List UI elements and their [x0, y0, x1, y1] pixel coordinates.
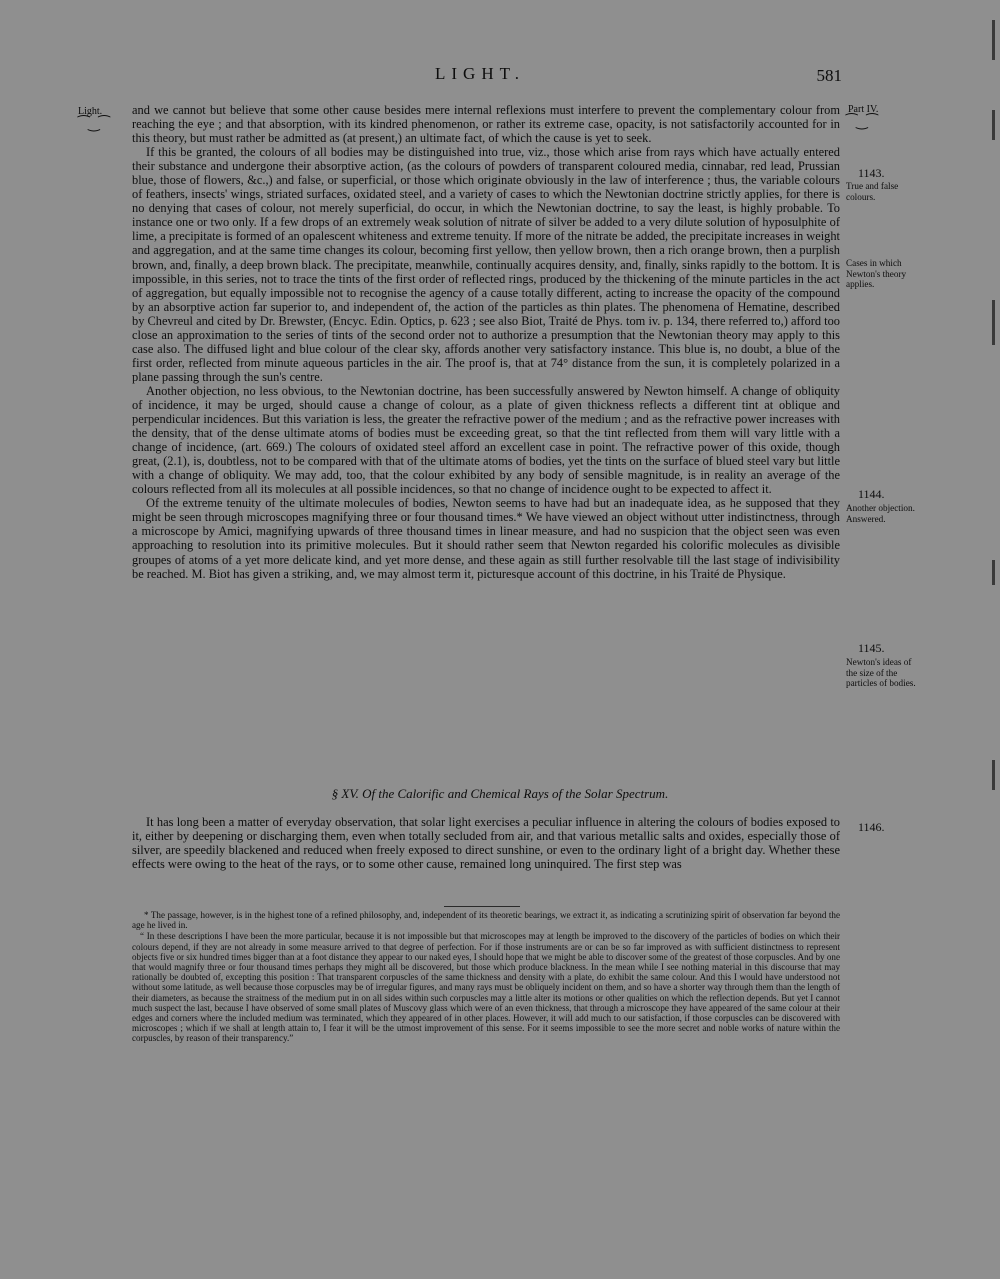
- page-number: 581: [816, 66, 842, 85]
- part-label: Part IV.: [848, 104, 879, 115]
- article-number-1143: 1143.: [858, 166, 885, 180]
- main-text-lower: [132, 815, 840, 871]
- side-note-true-false: True and false colours.: [846, 181, 899, 202]
- running-head-title: LIGHT.: [435, 64, 525, 83]
- article-number-1144: 1144.: [858, 487, 885, 501]
- left-swash-ornament: ⁀‿⁀: [78, 117, 109, 132]
- left-margin-label: Light.: [78, 106, 103, 117]
- article-number-1145: 1145.: [858, 641, 885, 655]
- article-number-1146: 1146.: [858, 820, 885, 834]
- footnote-rule: [444, 906, 520, 907]
- paragraph-2: If this be granted, the colours of all bodies may be distinguished into true, viz., those which arise from rays which have actually entered their substance and undergone their absorptive action, (as the colours of powders of transparent coloured media, cinnabar, red lead, Prussian blue, those of flowers, &c.,) and false, or superficial, or those which originate obviously in the law of interference ; thus, the variable colours of feathers, insects' wings, striated surfaces, oxidated steel, and a variety of cases to which the Newtonian doctrine strictly applies, for there is no denying that cases of colour, not merely superficial, do occur, in which the Newtonian doctrine, to say the least, is highly probable. To instance one or two only. If a few drops of an extremely weak solution of nitrate of silver be added to a very dilute solution of hyposulphite of lime, a precipitate is formed of an opalescent whiteness and extreme tenuity. If more of the nitrate be added, the precipitate increases in weight and aggregation, and at the same time changes its colour, becoming first yellow, then yellow brown, then a rich orange brown, then a purplish brown, and, finally, a deep brown black. The precipitate, meanwhile, continually acquires density, and, finally, sinks rapidly to the bottom. It is impossible, in this series, not to trace the tints of the first order of reflected rings, produced by the thickening of the minute particles in the act of aggregation, but equally impossible not to recognise the agency of a cause totally different, acting to increase the opacity of the compound by an absorptive action far superior to, and independent of, the action of the particles as thin plates. The phenomena of Hematine, described by Chevreul and cited by Dr. Brewster, (Encyc. Edin. Optics, p. 623 ; see also Biot, Traité de Phys. tom iv. p. 134, there referred to,) afford too close an approximation to the series of tints of the second order not to authorize a presumption that the Newtonian theory may apply to this case also. The diffused light and blue colour of the clear sky, affords another very satisfactory instance. This blue is, no doubt, a blue of the first order, reflected from minute aqueous particles in the air. The proof is, that at 74° distance from the sun, it is completely polarized in a plane passing through the sun's centre.: [132, 145, 840, 384]
- footnotes: [132, 910, 840, 1045]
- footnote-quotation: “ In these descriptions I have been the more particular, because it is not impossible but that microscopes may at length be improved to the discovery of the particles of bodies on which their colours depend, if they are not already in some measure arrived to that degree of perfection. For if those instruments are or can be so far improved as with sufficient distinctness to represent objects five or six hundred times bigger than at a foot distance they appear to our naked eyes, I should hope that we might be able to discover some of the greatest of those corpuscles. And by one that would magnify three or four thousand times perhaps they might all be discovered, but those which produce blackness. In the mean while I see nothing material in this discourse that may rationally be doubted of, excepting this position : That transparent corpuscles of the same thickness and density with a plate, do exhibit the same colour. And this I would have understood not without some latitude, as well because those corpuscles may be of irregular figures, and many rays must be obliquely incident on them, and so have a shorter way through them than the length of their diameters, as because the straitness of the medium put in on all sides within such corpuscles may a little alter its motions or other qualities on which the reflection depends. But yet I cannot much suspect the last, because I have observed of some small plates of Muscovy glass which were of an even thickness, that through a microscope they have appeared of the same colour at their edges and corners where the included medium was terminated, which they appeared of in other places. However, it will add much to our satisfaction, if those corpuscles can be discovered with microscopes ; which if we shall at length attain to, I fear it will be the utmost improvement of this sense. For it seems impossible to see the more secret and noble works of nature within the corpuscles, by reason of their transparency.”: [132, 931, 840, 1044]
- footnote-1: * The passage, however, is in the highest tone of a refined philosophy, and, independent of its theoretic bearings, we extract it, as indicating a scrutinizing spirit of observation far beyond the age he lived in.: [132, 910, 840, 931]
- right-swash-ornament: ⁀‿⁀: [846, 115, 877, 130]
- paragraph-3: Another objection, no less obvious, to the Newtonian doctrine, has been successfully answered by Newton himself. A change of obliquity of incidence, it may be urged, should cause a change of colour, as a plate of given thickness reflects a different tint at oblique and perpendicular incidences. But this variation is less, the greater the refractive power of the medium ; and as the refractive power increases with the density, that of the dense ultimate atoms of bodies must be exceeding great, so that the tint reflected from them will vary little with a change of incidence, (art. 669.) The colours of oxidated steel afford an excellent case in point. The refractive power of this oxide, though great, (2.1), is, doubtless, not to be compared with that of the ultimate atoms of bodies, yet the tints on the surface of blued steel vary but little with a change of obliquity. We may add, too, that the colour exhibited by any body of sensible magnitude, is in reality an average of the colours reflected from all its molecules at all possible incidences, so that no change of incidence ought to be expected to affect it.: [132, 383, 840, 497]
- side-note-newton-ideas: Newton's ideas of the size of the particles of bodies.: [846, 657, 916, 688]
- scan-edge-marks: [988, 0, 1000, 1279]
- paragraph-5: It has long been a matter of everyday observation, that solar light exercises a peculiar influence in altering the colours of bodies exposed to it, either by deepening or discharging them, even when totally secluded from air, and that various metallic salts and oxides, especially those of silver, are speedily blackened and reduced when freely exposed to direct sunshine, or even to the ordinary light of a bright day. Whether these effects were owing to the heat of the rays, or to some other cause, remained long uninquired. The first step was: [132, 815, 840, 872]
- main-text-upper: [132, 103, 840, 581]
- paragraph-1: and we cannot but believe that some other cause besides mere internal reflexions must interfere to prevent the complementary colour from reaching the eye ; and that absorption, with its kindred phenomenon, or rather its extreme case, opacity, is not satisfactorily accounted for in this theory, but must rather be admitted as (at present,) an ultimate fact, of which the cause is yet to seek.: [132, 103, 840, 146]
- paragraph-4: Of the extreme tenuity of the ultimate molecules of bodies, Newton seems to have had but an inadequate idea, as he supposed that they might be seen through microscopes magnifying three or four thousand times.* We have viewed an object without utter indistinctness, through a microscope by Amici, magnifying upwards of three thousand times in linear measure, and had no suspicion that the object seen was even approaching to resolution into its primitive molecules. But it should rather seem that Newton regarded his colorific molecules as divisible groupes of atoms of a yet more delicate kind, and yet more dense, and these again as still further resolvable till the last stage of indivisibility be reached. M. Biot has given a striking, and, we may almost term it, picturesque account of this doctrine, in his Traité de Physique.: [132, 496, 840, 581]
- side-note-cases: Cases in which Newton's theory applies.: [846, 258, 907, 289]
- section-heading: § XV. Of the Calorific and Chemical Rays of the Solar Spectrum.: [331, 786, 669, 801]
- side-note-objection: Another objection. Answered.: [846, 503, 915, 524]
